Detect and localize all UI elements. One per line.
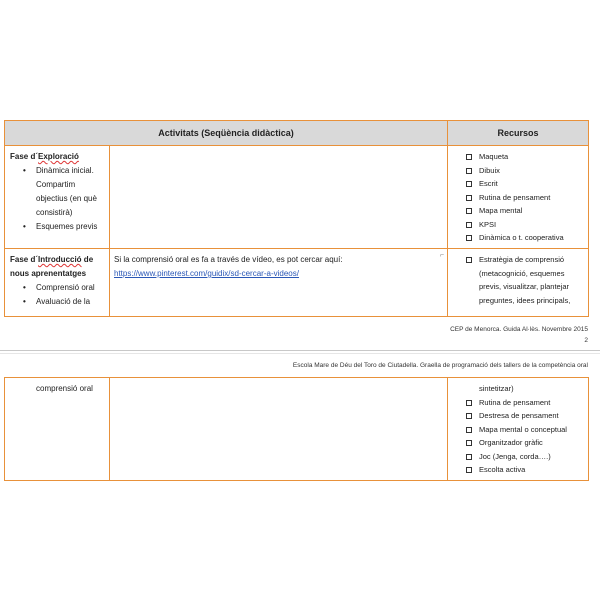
list-item: Escolta activa [466,463,586,477]
list-item-continued: comprensió oral [36,384,93,393]
resources-list [466,150,586,245]
introduction-resources-cont-cell [448,378,589,481]
page-number: 2 [584,337,588,344]
list-item: Escrit [466,177,586,191]
list-item: sintetitzar) [479,384,514,393]
list-item: Joc (Jenga, corda….) [466,450,586,464]
activities-table [4,120,589,317]
list-item: KPSI [466,218,586,232]
list-item: • Comprensió oral [23,281,106,295]
phase-exploration-cell [5,146,110,249]
list-item: Mapa mental [466,204,586,218]
page-footer-text: CEP de Menorca. Guida Al·lès. Novembre 2015 [450,326,588,333]
page-header-text: Escola Mare de Déu del Toro de Ciutadella. Graella de programació dels tallers de la competència oral [292,362,588,369]
list-item: • Avaluació de la [23,295,106,309]
phase-introduction-cont-cell [5,378,110,481]
pinterest-link[interactable]: https://www.pinterest.com/guidix/sd-cercar-a-videos/ [114,269,299,278]
list-item: • Dinàmica inicial. Compartim objectius (en què consistirà) [23,164,106,220]
drag-handle-icon: ⌐ [439,252,445,259]
introduction-resources-cell [448,249,589,317]
list-item: • Esquemes previs [23,220,106,234]
page-break-line [0,350,600,351]
phase-introduction-title: Fase d´Introducció de nous aprenentatges [10,255,94,278]
exploration-activities-cell[interactable] [110,146,448,249]
list-item: Rutina de pensament [466,191,586,205]
list-item: Rutina de pensament [466,396,586,410]
list-item: Dibuix [466,164,586,178]
phase-exploration-title: Fase d´Exploració [10,152,79,161]
exploration-bullets [10,164,106,234]
activities-table-continued [4,377,589,481]
video-search-text: Si la comprensió oral es fa a través de vídeo, es pot cercar aquí: [114,255,343,264]
introduction-activities-cell[interactable] [110,249,448,317]
resources-list [466,382,586,477]
resources-header: Recursos [448,121,589,146]
activities-header: Activitats (Seqüència didàctica) [5,121,448,146]
resources-list [466,253,586,307]
page-break-line-2 [0,353,600,354]
list-item: Destresa de pensament [466,409,586,423]
list-item: Mapa mental o conceptual [466,423,586,437]
list-item: Maqueta [466,150,586,164]
list-item: Estratègia de comprensió (metacognició, esquemes previs, visualitzar, plantejar preguntes, idees principals, [466,253,586,307]
list-item: Dinàmica o t. cooperativa [466,231,586,245]
introduction-bullets [10,281,106,309]
introduction-activities-cont-cell[interactable] [110,378,448,481]
exploration-resources-cell [448,146,589,249]
list-item: Organitzador gràfic [466,436,586,450]
phase-introduction-cell [5,249,110,317]
